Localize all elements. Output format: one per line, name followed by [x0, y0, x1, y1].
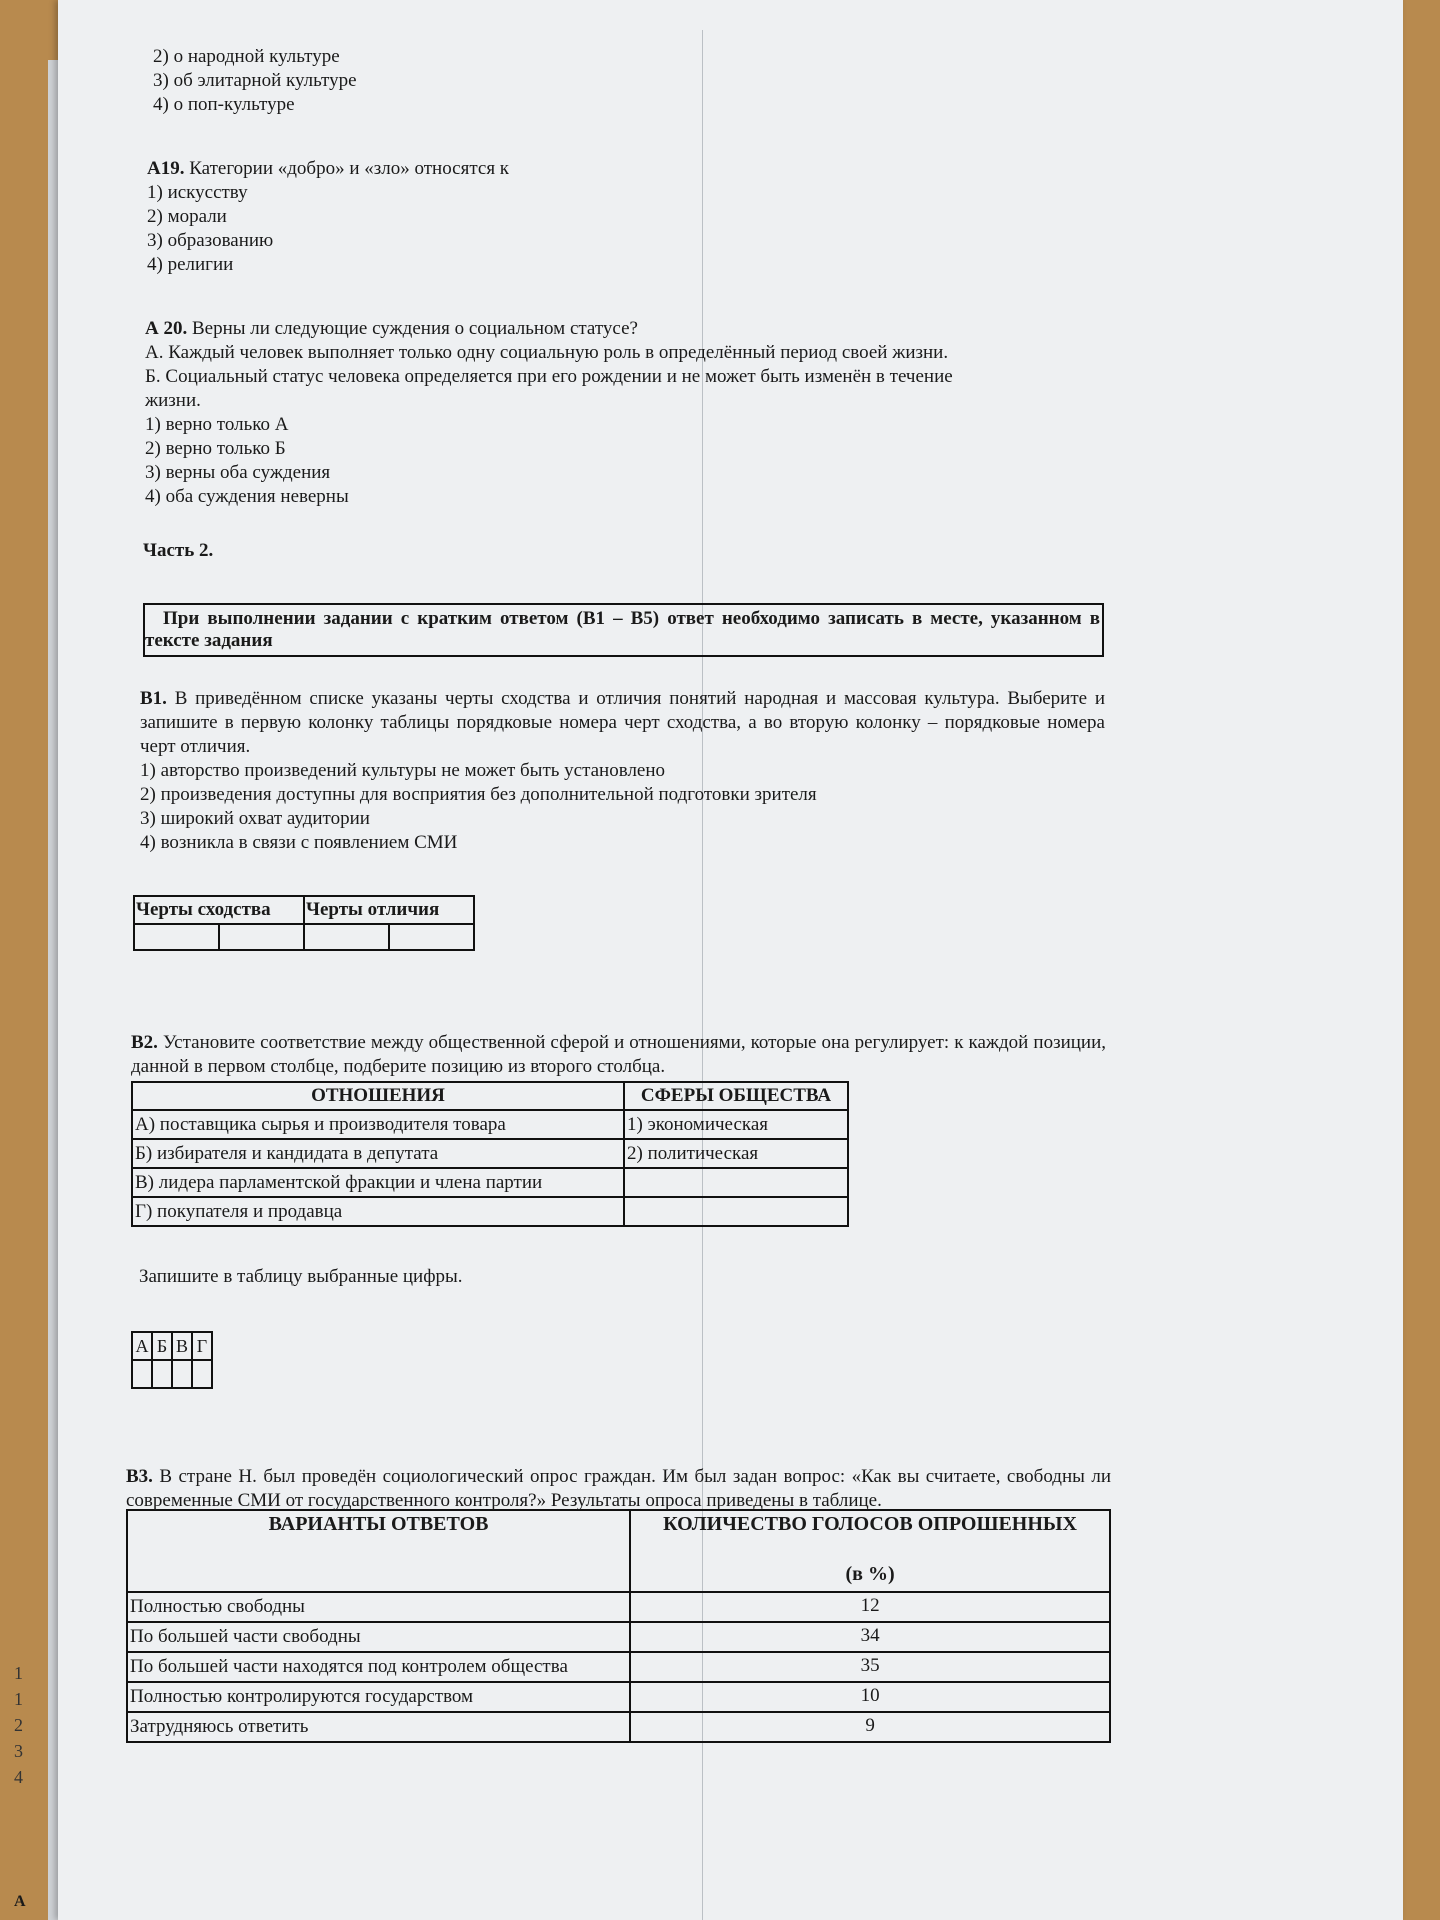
a20-option: 3) верны оба суждения: [145, 462, 331, 483]
b3-answer: По большей части находятся под контролем общества: [127, 1652, 630, 1682]
a19-option: 2) морали: [147, 206, 227, 227]
b2-header-spheres: СФЕРЫ ОБЩЕСТВА: [624, 1082, 848, 1110]
part2-section: [85, 539, 1105, 657]
b1-item: 1) авторство произведений культуры не может быть установлено: [140, 760, 666, 781]
b1-header-similarity: Черты сходства: [134, 896, 304, 924]
b1-question-text: В приведённом списке указаны черты сходства и отличия понятий народная и массовая культура. Выберите и запишите в первую колонку таблицы порядковые номера черт сходства, а во вторую колонку – порядковые номера черт отличия.: [140, 688, 1105, 757]
a20-option: 2) верно только Б: [145, 438, 286, 459]
b2-answer-cell[interactable]: [132, 1360, 152, 1388]
question-b2: [85, 1031, 1106, 1389]
b3-answer: Полностью контролируются государством: [127, 1682, 630, 1712]
table-row: [132, 1110, 848, 1139]
a20-statement-b-cont: жизни.: [145, 390, 201, 411]
table-row: [127, 1712, 1110, 1742]
document-content: [85, 45, 1111, 1743]
b2-sphere: 2) политическая: [624, 1139, 848, 1168]
part2-notice-text: При выполнении задании с кратким ответом (В1 – В5) ответ необходимо записать в месте, указанном в тексте задания: [145, 608, 1100, 651]
a18-option: 2) о народной культуре: [153, 46, 340, 67]
answer-letter: А: [132, 1332, 152, 1360]
b3-value: 35: [630, 1652, 1110, 1682]
b1-question: [140, 687, 1105, 759]
a18-options: [85, 45, 1105, 117]
table-row: [127, 1622, 1110, 1652]
b3-question-text: В стране Н. был проведён социологический опрос граждан. Им был задан вопрос: «Как вы считаете, свободны ли современные СМИ от государственного контроля?» Результаты опроса приведены в таблице.: [126, 1466, 1111, 1511]
b3-question: [126, 1465, 1111, 1513]
answer-letter: В: [172, 1332, 192, 1360]
a20-option: 4) оба суждения неверны: [145, 486, 349, 507]
b2-instruction: Запишите в таблицу выбранные цифры.: [139, 1266, 463, 1287]
b2-sphere: [624, 1197, 848, 1226]
b2-answer-cell[interactable]: [192, 1360, 212, 1388]
table-row: [127, 1592, 1110, 1622]
a19-option: 1) искусству: [147, 182, 248, 203]
margin-number: 4: [14, 1767, 23, 1787]
b2-answer-table: [131, 1331, 213, 1389]
b1-answer-cell[interactable]: [304, 924, 389, 950]
b2-header-relations: ОТНОШЕНИЯ: [132, 1082, 624, 1110]
table-row: [132, 1139, 848, 1168]
b1-number: В1.: [140, 688, 167, 709]
b1-answer-cell[interactable]: [219, 924, 304, 950]
part2-notice-box: [143, 603, 1104, 657]
table-row: [127, 1652, 1110, 1682]
a18-option: 4) о поп-культуре: [153, 94, 295, 115]
b2-number: В2.: [131, 1032, 158, 1053]
b3-header-votes: [630, 1510, 1110, 1592]
a20-question-text: Верны ли следующие суждения о социальном статусе?: [187, 318, 638, 339]
margin-number: 3: [14, 1741, 23, 1761]
b2-relation: Г) покупателя и продавца: [132, 1197, 624, 1226]
b1-answer-table-wrap: [85, 895, 1105, 951]
b3-survey-table: [126, 1509, 1111, 1743]
b3-value: 10: [630, 1682, 1110, 1712]
a19-question: [147, 157, 1105, 181]
a20-statement-b: Б. Социальный статус человека определяется при его рождении и не может быть изменён в течение: [145, 366, 953, 387]
b2-question: [131, 1031, 1106, 1079]
b2-relation: Б) избирателя и кандидата в депутата: [132, 1139, 624, 1168]
b3-answer: Затрудняюсь ответить: [127, 1712, 630, 1742]
b3-answer: Полностью свободны: [127, 1592, 630, 1622]
b1-item: 4) возникла в связи с появлением СМИ: [140, 832, 458, 853]
b2-sphere: 1) экономическая: [624, 1110, 848, 1139]
answer-letter: Б: [152, 1332, 172, 1360]
a20-statement-a: А. Каждый человек выполняет только одну социальную роль в определённый период своей жизни.: [145, 342, 949, 363]
b3-header-answers: ВАРИАНТЫ ОТВЕТОВ: [127, 1510, 630, 1592]
margin-numbers: [14, 1660, 23, 1790]
answer-letter: Г: [192, 1332, 212, 1360]
question-a20: [85, 317, 1105, 509]
a19-question-text: Категории «добро» и «зло» относятся к: [184, 158, 510, 179]
b2-answer-cell[interactable]: [152, 1360, 172, 1388]
b2-question-text: Установите соответствие между общественной сферой и отношениями, которые она регулирует: к каждой позиции, данной в первом столбце, подберите позицию из второго столбца.: [131, 1032, 1106, 1077]
a20-question: [145, 317, 1105, 341]
a19-option: 3) образованию: [147, 230, 274, 251]
question-a19: [85, 157, 1105, 277]
a20-number: А 20.: [145, 318, 188, 339]
question-b3: [85, 1465, 1111, 1743]
margin-number: 1: [14, 1663, 23, 1683]
margin-number: 2: [14, 1715, 23, 1735]
a19-number: А19.: [147, 158, 185, 179]
b1-answer-table: [133, 895, 475, 951]
table-row: [127, 1682, 1110, 1712]
b3-number: В3.: [126, 1466, 153, 1487]
b1-header-difference: Черты отличия: [304, 896, 474, 924]
b3-value: 9: [630, 1712, 1110, 1742]
b1-answer-cell[interactable]: [389, 924, 474, 950]
b1-answer-cell[interactable]: [134, 924, 219, 950]
b2-sphere: [624, 1168, 848, 1197]
margin-number: 1: [14, 1689, 23, 1709]
b3-answer: По большей части свободны: [127, 1622, 630, 1652]
b2-matching-table: [131, 1081, 849, 1227]
b3-value: 34: [630, 1622, 1110, 1652]
a19-option: 4) религии: [147, 254, 234, 275]
a18-option: 3) об элитарной культуре: [153, 70, 357, 91]
b2-relation: А) поставщика сырья и производителя товара: [132, 1110, 624, 1139]
question-b1: [85, 687, 1105, 855]
b1-item: 3) широкий охват аудитории: [140, 808, 370, 829]
table-row: [132, 1197, 848, 1226]
b3-value: 12: [630, 1592, 1110, 1622]
part2-title: Часть 2.: [143, 540, 214, 561]
b2-relation: В) лидера парламентской фракции и члена партии: [132, 1168, 624, 1197]
b3-header-votes-title: КОЛИЧЕСТВО ГОЛОСОВ ОПРОШЕННЫХ: [663, 1513, 1077, 1535]
b1-item: 2) произведения доступны для восприятия без дополнительной подготовки зрителя: [140, 784, 817, 805]
corner-letter: А: [14, 1893, 26, 1910]
a20-option: 1) верно только А: [145, 414, 289, 435]
b3-header-votes-unit: (в %): [845, 1563, 895, 1585]
table-row: [132, 1168, 848, 1197]
b2-answer-cell[interactable]: [172, 1360, 192, 1388]
